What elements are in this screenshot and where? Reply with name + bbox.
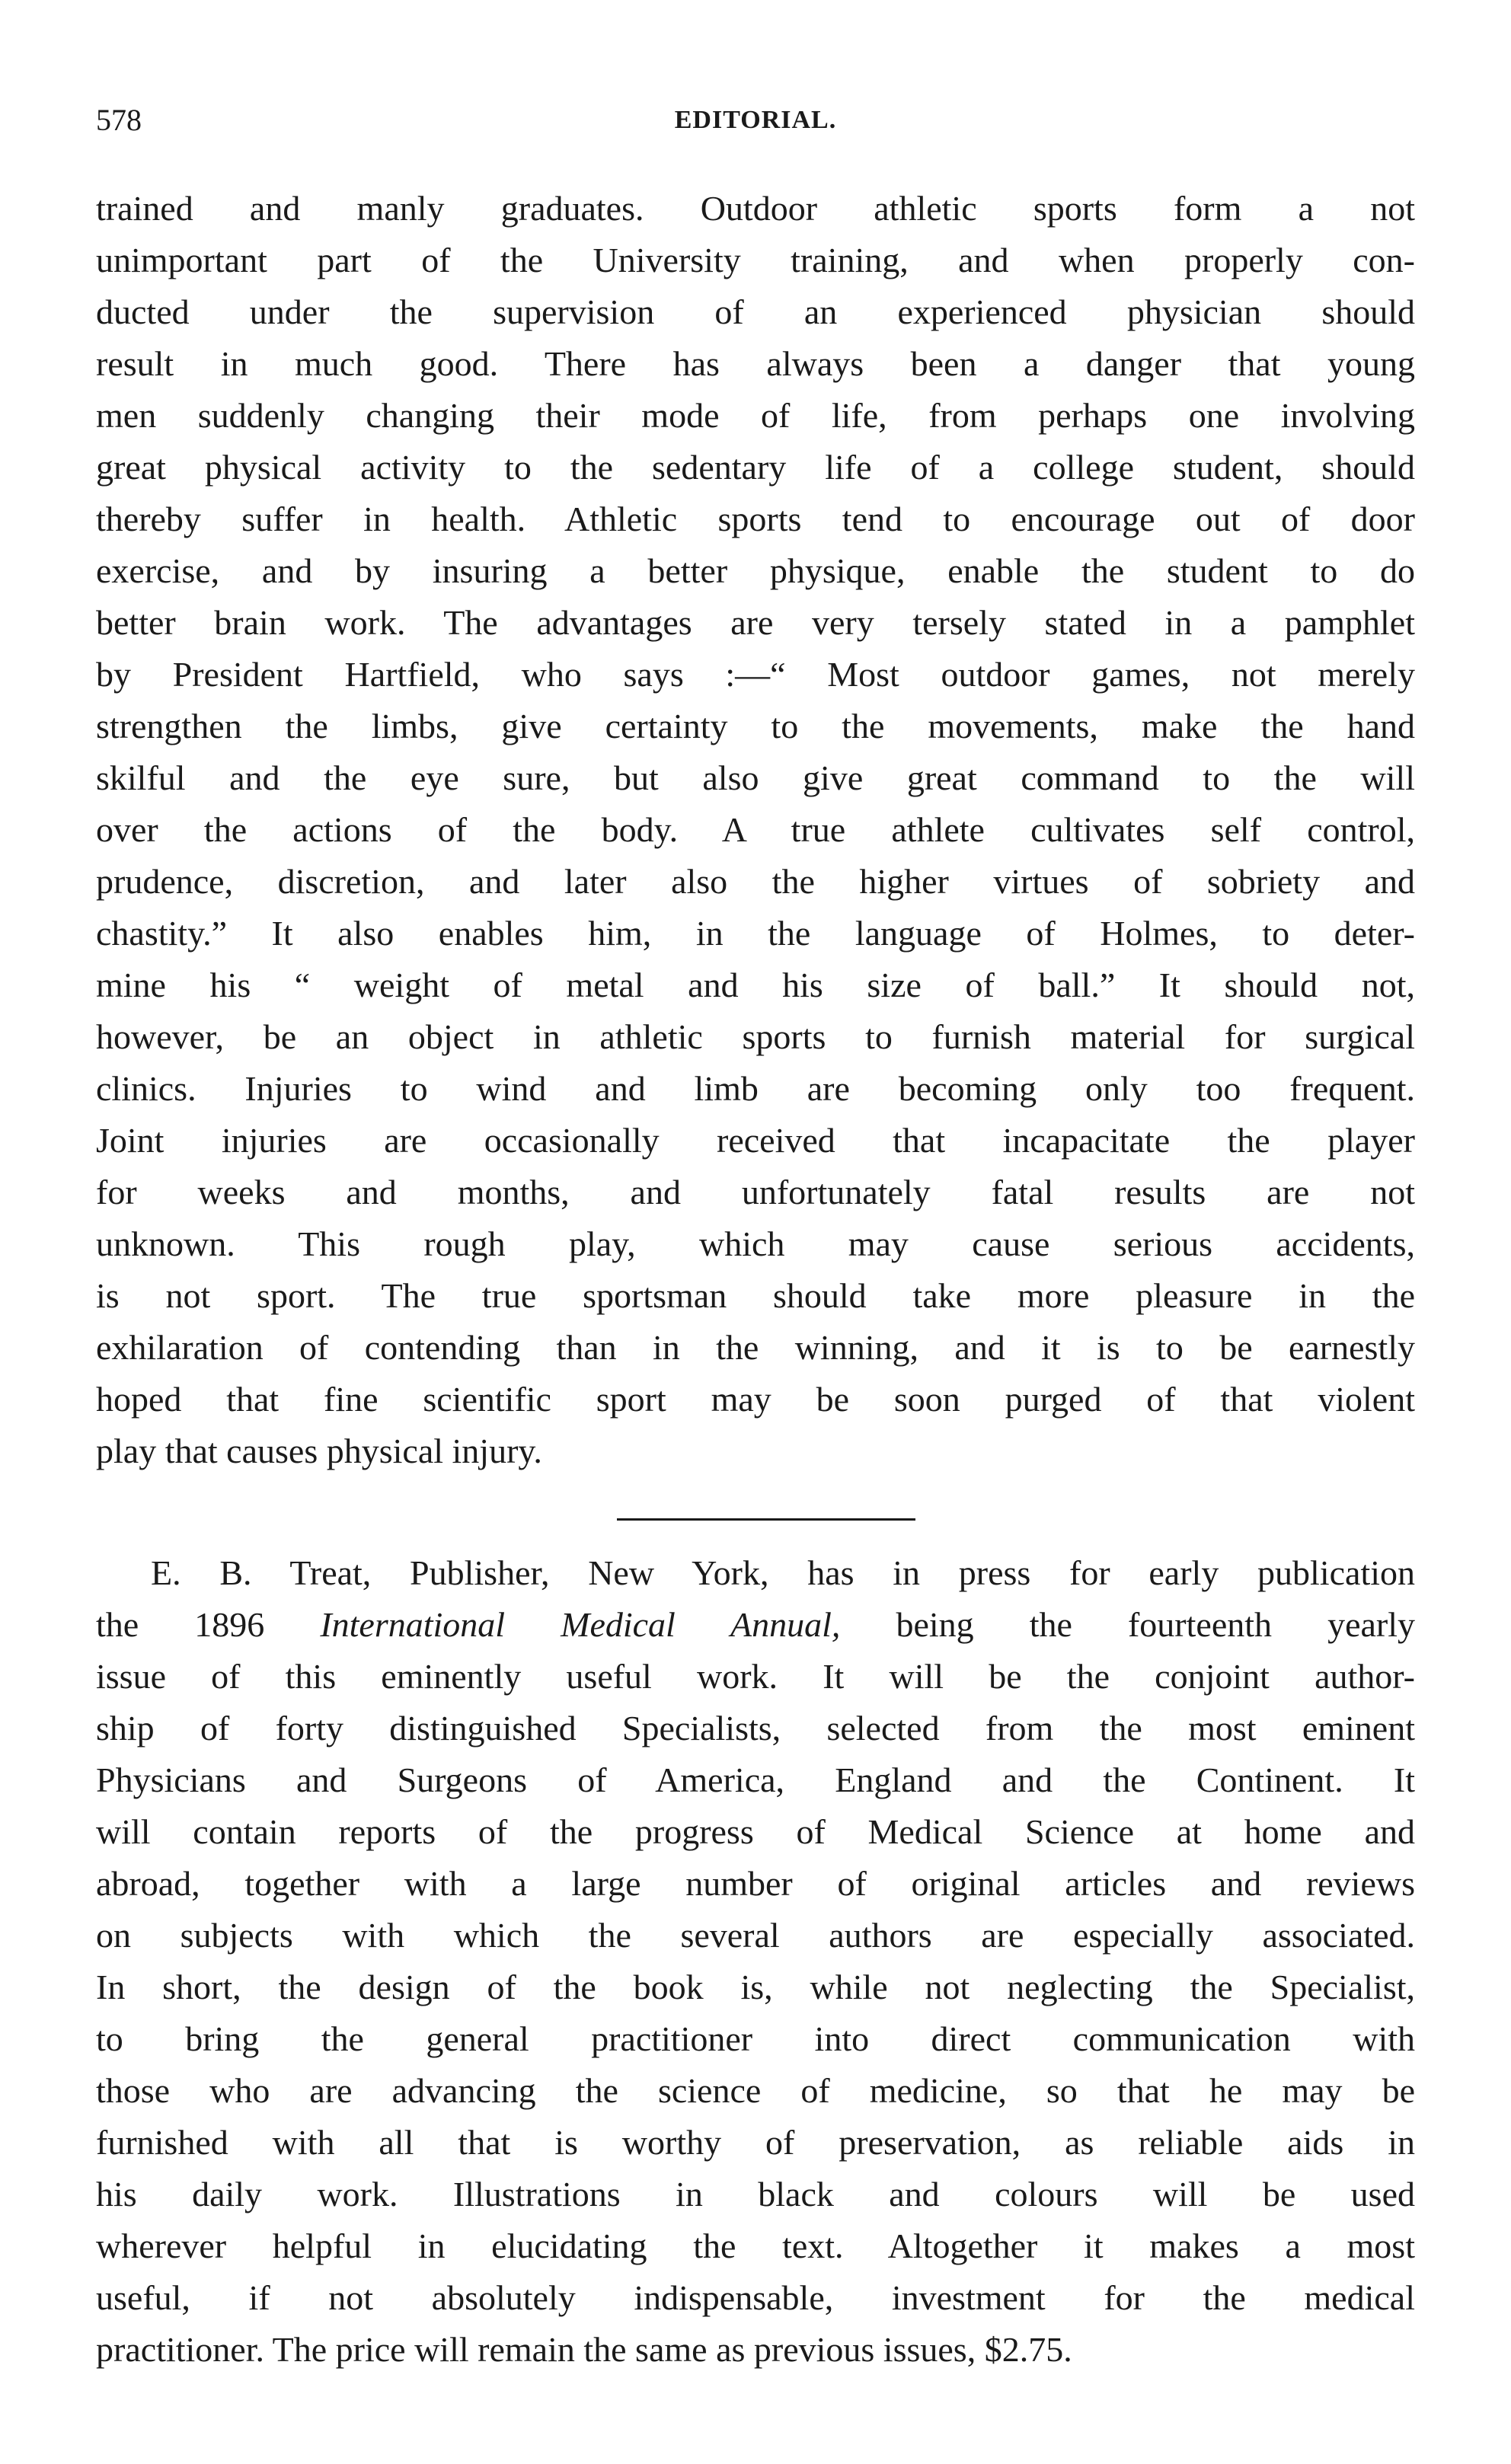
text-line: for weeks and months, and unfortunately fatal results are not	[96, 1173, 1415, 1211]
text-line: unknown. This rough play, which may cause serious accidents,	[96, 1224, 1415, 1263]
text-line: ducted under the supervision of an experienced physician should	[96, 292, 1415, 331]
text-line: unimportant part of the University training, and when properly con-	[96, 241, 1415, 279]
text-line: play that causes physical injury.	[96, 1431, 542, 1470]
editorial-paragraph-medical-annual	[96, 1547, 1415, 2376]
text-line: by President Hartfield, who says :—“ Most outdoor games, not merely	[96, 655, 1415, 694]
text-line: abroad, together with a large number of original articles and reviews	[96, 1864, 1415, 1903]
text-line: however, be an object in athletic sports to furnish material for surgical	[96, 1017, 1415, 1056]
editorial-paragraph-athletics	[96, 183, 1415, 1477]
text-line: exercise, and by insuring a better physique, enable the student to do	[96, 551, 1415, 590]
text-line: useful, if not absolutely indispensable, investment for the medical	[96, 2278, 1415, 2317]
text-line: chastity.” It also enables him, in the language of Holmes, to deter-	[96, 914, 1415, 953]
text-line: E. B. Treat, Publisher, New York, has in press for early publication	[151, 1553, 1415, 1592]
text-line: In short, the design of the book is, while not neglecting the Specialist,	[96, 1968, 1415, 2006]
text-line: to bring the general practitioner into direct communication with	[96, 2019, 1415, 2058]
text-line: great physical activity to the sedentary life of a college student, should	[96, 448, 1415, 487]
text-segment: being the fourteenth yearly	[840, 1605, 1415, 1644]
text-line: Joint injuries are occasionally received that incapacitate the player	[96, 1121, 1415, 1160]
text-line: issue of this eminently useful work. It will be the conjoint author-	[96, 1657, 1415, 1696]
text-line: mine his “ weight of metal and his size of ball.” It should not,	[96, 965, 1415, 1004]
text-line: his daily work. Illustrations in black and colours will be used	[96, 2175, 1415, 2213]
book-title: International Medical Annual,	[320, 1605, 841, 1644]
text-line: better brain work. The advantages are very tersely stated in a pamphlet	[96, 603, 1415, 642]
text-line: on subjects with which the several authors are especially associated.	[96, 1916, 1415, 1955]
text-line: hoped that fine scientific sport may be soon purged of that violent	[96, 1380, 1415, 1419]
page-number: 578	[96, 103, 142, 137]
text-segment: the 1896	[96, 1605, 321, 1644]
text-line: thereby suffer in health. Athletic sports tend to encourage out of door	[96, 500, 1415, 538]
text-line: exhilaration of contending than in the winning, and it is to be earnestly	[96, 1328, 1415, 1367]
text-line	[96, 1599, 1415, 1651]
text-line: ship of forty distinguished Specialists, selected from the most eminent	[96, 1709, 1415, 1747]
text-line: strengthen the limbs, give certainty to the movements, make the hand	[96, 707, 1415, 745]
text-line: clinics. Injuries to wind and limb are becoming only too frequent.	[96, 1069, 1415, 1108]
text-line: furnished with all that is worthy of preservation, as reliable aids in	[96, 2123, 1415, 2162]
text-line: over the actions of the body. A true athlete cultivates self control,	[96, 810, 1415, 849]
text-line: wherever helpful in elucidating the text. Altogether it makes a most	[96, 2226, 1415, 2265]
running-title: EDITORIAL.	[674, 106, 837, 134]
section-divider	[617, 1518, 915, 1521]
text-line: practitioner. The price will remain the same as previous issues, $2.75.	[96, 2330, 1072, 2369]
running-head	[96, 97, 1415, 143]
text-line: prudence, discretion, and later also the higher virtues of sobriety and	[96, 862, 1415, 901]
text-line: result in much good. There has always been a danger that young	[96, 344, 1415, 383]
text-line: Physicians and Surgeons of America, England and the Continent. It	[96, 1760, 1415, 1799]
text-line: will contain reports of the progress of Medical Science at home and	[96, 1812, 1415, 1851]
text-line: those who are advancing the science of medicine, so that he may be	[96, 2071, 1415, 2110]
text-line: trained and manly graduates. Outdoor athletic sports form a not	[96, 189, 1415, 228]
text-line: is not sport. The true sportsman should take more pleasure in the	[96, 1276, 1415, 1315]
text-line: men suddenly changing their mode of life, from perhaps one involving	[96, 396, 1415, 435]
text-line: skilful and the eye sure, but also give great command to the will	[96, 758, 1415, 797]
